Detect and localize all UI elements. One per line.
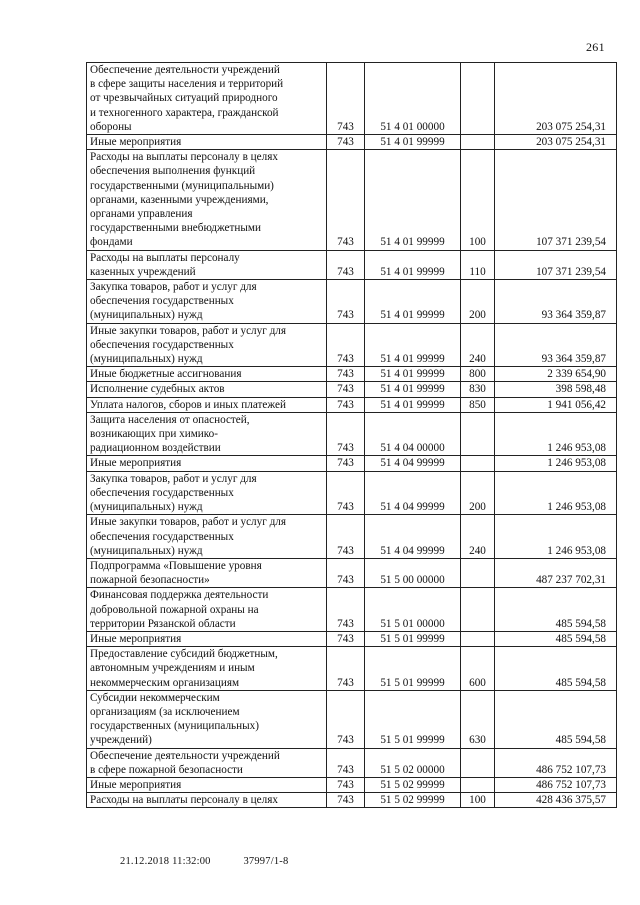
table-row [87,777,617,792]
row-name-cell: Защита населения от опасностей, возникающих при химико- радиационном воздействии [87,412,327,456]
row-name-cell: Иные мероприятия [87,631,327,646]
row-code-cell: 51 5 01 00000 [365,588,461,632]
row-sum-cell: 1 246 953,08 [495,456,617,471]
row-name-cell: Финансовая поддержка деятельности добровольной пожарной охраны на территории Рязанской области [87,588,327,632]
row-ved-cell: 743 [327,558,365,587]
row-vr-cell [461,412,495,456]
row-vr-cell: 240 [461,515,495,559]
row-ved-cell: 743 [327,397,365,412]
row-ved-cell: 743 [327,323,365,367]
row-vr-cell: 100 [461,150,495,250]
row-code-cell: 51 5 00 00000 [365,558,461,587]
table-row [87,690,617,748]
row-code-cell: 51 4 01 99999 [365,367,461,382]
row-sum-cell: 486 752 107,73 [495,748,617,777]
row-code-cell: 51 5 02 99999 [365,793,461,808]
table-row [87,382,617,397]
row-sum-cell: 1 941 056,42 [495,397,617,412]
row-code-cell: 51 4 01 99999 [365,280,461,324]
row-ved-cell: 743 [327,515,365,559]
row-name-cell: Подпрограмма «Повышение уровня пожарной безопасности» [87,558,327,587]
row-sum-cell: 485 594,58 [495,690,617,748]
row-name-cell: Иные бюджетные ассигнования [87,367,327,382]
table-row [87,250,617,279]
row-ved-cell: 743 [327,690,365,748]
row-code-cell: 51 4 01 99999 [365,250,461,279]
row-name-cell: Субсидии некоммерческим организациям (за исключением государственных (муниципальных) учреждений) [87,690,327,748]
footer-timestamp: 21.12.2018 11:32:00 [120,856,211,867]
row-ved-cell: 743 [327,793,365,808]
row-name-cell: Расходы на выплаты персоналу в целях [87,793,327,808]
row-ved-cell: 743 [327,456,365,471]
row-code-cell: 51 5 02 99999 [365,777,461,792]
row-vr-cell: 100 [461,793,495,808]
row-ved-cell: 743 [327,412,365,456]
row-vr-cell [461,777,495,792]
row-code-cell: 51 4 04 99999 [365,456,461,471]
row-name-cell: Расходы на выплаты персоналу в целях обеспечения выполнения функций государственными (муниципальными) органами, казенными учреждениями, органами управления государственными внебюджетными фондами [87,150,327,250]
row-code-cell: 51 5 02 00000 [365,748,461,777]
row-ved-cell: 743 [327,647,365,691]
row-vr-cell [461,456,495,471]
row-sum-cell: 93 364 359,87 [495,323,617,367]
row-vr-cell: 600 [461,647,495,691]
row-name-cell: Обеспечение деятельности учреждений в сфере пожарной безопасности [87,748,327,777]
table-row [87,456,617,471]
row-ved-cell: 743 [327,367,365,382]
table-row [87,471,617,515]
table-body [87,63,617,808]
row-vr-cell [461,588,495,632]
row-ved-cell: 743 [327,631,365,646]
row-sum-cell: 93 364 359,87 [495,280,617,324]
row-vr-cell [461,631,495,646]
row-sum-cell: 1 246 953,08 [495,412,617,456]
row-code-cell: 51 5 01 99999 [365,690,461,748]
row-name-cell: Уплата налогов, сборов и иных платежей [87,397,327,412]
row-sum-cell: 485 594,58 [495,647,617,691]
row-sum-cell: 1 246 953,08 [495,515,617,559]
row-name-cell: Иные мероприятия [87,135,327,150]
row-ved-cell: 743 [327,777,365,792]
table-row [87,63,617,135]
row-vr-cell: 830 [461,382,495,397]
row-code-cell: 51 4 04 99999 [365,471,461,515]
row-sum-cell: 203 075 254,31 [495,135,617,150]
row-vr-cell [461,748,495,777]
row-name-cell: Иные закупки товаров, работ и услуг для обеспечения государственных (муниципальных) нужд [87,515,327,559]
row-vr-cell [461,135,495,150]
row-code-cell: 51 5 01 99999 [365,647,461,691]
row-name-cell: Иные закупки товаров, работ и услуг для обеспечения государственных (муниципальных) нужд [87,323,327,367]
row-sum-cell: 485 594,58 [495,631,617,646]
row-code-cell: 51 5 01 99999 [365,631,461,646]
row-sum-cell: 398 598,48 [495,382,617,397]
row-ved-cell: 743 [327,382,365,397]
row-code-cell: 51 4 04 99999 [365,515,461,559]
row-vr-cell: 850 [461,397,495,412]
row-code-cell: 51 4 01 99999 [365,382,461,397]
row-code-cell: 51 4 01 99999 [365,135,461,150]
table-row [87,280,617,324]
row-sum-cell: 107 371 239,54 [495,250,617,279]
row-name-cell: Иные мероприятия [87,777,327,792]
row-ved-cell: 743 [327,135,365,150]
budget-table [86,62,617,808]
row-name-cell: Иные мероприятия [87,456,327,471]
table-row [87,412,617,456]
row-ved-cell: 743 [327,63,365,135]
row-ved-cell: 743 [327,588,365,632]
row-vr-cell: 200 [461,280,495,324]
table-row [87,793,617,808]
row-code-cell: 51 4 04 00000 [365,412,461,456]
table-row [87,135,617,150]
row-sum-cell: 2 339 654,90 [495,367,617,382]
row-vr-cell [461,63,495,135]
row-sum-cell: 107 371 239,54 [495,150,617,250]
table-row [87,631,617,646]
row-vr-cell: 630 [461,690,495,748]
row-code-cell: 51 4 01 00000 [365,63,461,135]
row-vr-cell: 800 [461,367,495,382]
row-sum-cell: 486 752 107,73 [495,777,617,792]
row-ved-cell: 743 [327,471,365,515]
row-vr-cell: 240 [461,323,495,367]
row-sum-cell: 428 436 375,57 [495,793,617,808]
row-vr-cell: 110 [461,250,495,279]
row-name-cell: Предоставление субсидий бюджетным, автономным учреждениям и иным некоммерческим организациям [87,647,327,691]
row-name-cell: Расходы на выплаты персоналу казенных учреждений [87,250,327,279]
table-row [87,150,617,250]
row-vr-cell: 200 [461,471,495,515]
row-sum-cell: 1 246 953,08 [495,471,617,515]
table-row [87,588,617,632]
table-row [87,397,617,412]
table-row [87,748,617,777]
row-sum-cell: 485 594,58 [495,588,617,632]
row-ved-cell: 743 [327,748,365,777]
row-vr-cell [461,558,495,587]
row-ved-cell: 743 [327,150,365,250]
row-code-cell: 51 4 01 99999 [365,397,461,412]
table-row [87,515,617,559]
row-name-cell: Закупка товаров, работ и услуг для обеспечения государственных (муниципальных) нужд [87,471,327,515]
table-row [87,558,617,587]
row-name-cell: Закупка товаров, работ и услуг для обеспечения государственных (муниципальных) нужд [87,280,327,324]
row-ved-cell: 743 [327,250,365,279]
row-name-cell: Обеспечение деятельности учреждений в сфере защиты населения и территорий от чрезвычайных ситуаций природного и техногенного характера, гражданской обороны [87,63,327,135]
row-code-cell: 51 4 01 99999 [365,323,461,367]
table-row [87,647,617,691]
footer-doc-code: 37997/1-8 [243,856,289,867]
row-sum-cell: 487 237 702,31 [495,558,617,587]
row-ved-cell: 743 [327,280,365,324]
row-name-cell: Исполнение судебных актов [87,382,327,397]
footer [120,856,288,867]
row-sum-cell: 203 075 254,31 [495,63,617,135]
row-code-cell: 51 4 01 99999 [365,150,461,250]
table-row [87,323,617,367]
table-row [87,367,617,382]
page-number: 261 [586,40,605,54]
